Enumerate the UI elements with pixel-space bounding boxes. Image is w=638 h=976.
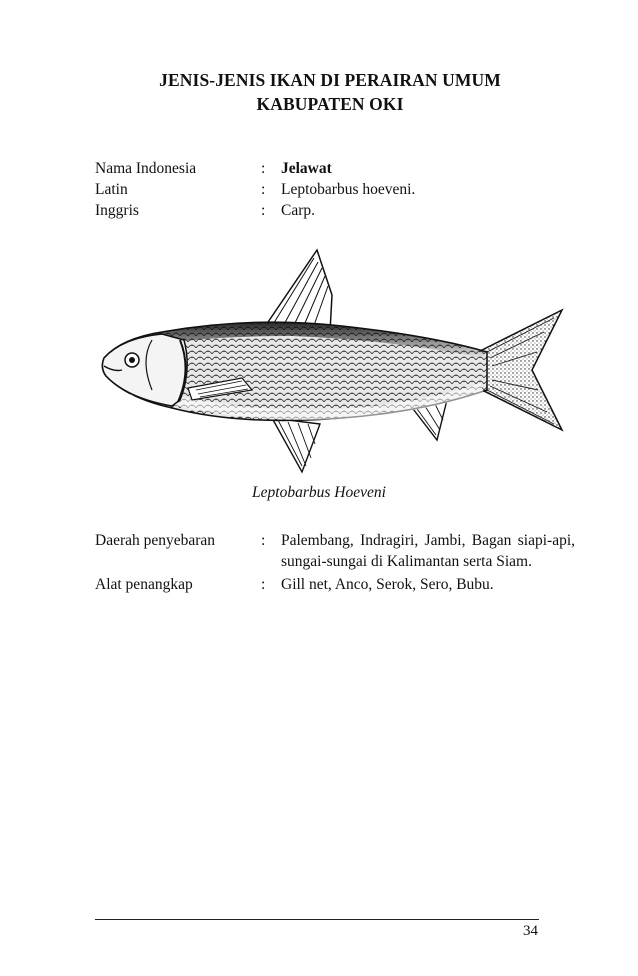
info-label: Nama Indonesia — [95, 160, 197, 177]
info-colon: : — [261, 202, 266, 219]
detail-value: Palembang, Indragiri, Jambi, Bagan siapi-api, sungai-sungai di Kalimantan serta Siam. — [281, 532, 575, 570]
fish-details-table — [95, 530, 575, 595]
detail-row-fishing-gear — [95, 574, 575, 595]
title-line-2: KABUPATEN OKI — [256, 94, 404, 114]
page-title — [95, 68, 565, 116]
pelvic-fin — [272, 418, 320, 472]
tail-fin — [482, 310, 562, 430]
detail-row-distribution — [95, 530, 575, 572]
figure-caption: Leptobarbus Hoeveni — [252, 484, 386, 501]
info-colon: : — [261, 181, 266, 198]
info-row-english-name — [95, 200, 575, 221]
detail-label: Daerah penyebaran — [95, 532, 216, 549]
footer-divider — [95, 919, 539, 920]
info-colon: : — [261, 160, 266, 177]
dorsal-fin — [264, 250, 332, 332]
fish-illustration — [92, 240, 577, 480]
info-value: Jelawat — [281, 160, 332, 177]
info-value: Leptobarbus hoeveni. — [281, 181, 416, 198]
detail-colon: : — [261, 532, 266, 549]
title-line-1: JENIS-JENIS IKAN DI PERAIRAN UMUM — [159, 70, 501, 90]
info-row-indonesian-name — [95, 158, 575, 179]
detail-label: Alat penangkap — [95, 576, 193, 593]
info-row-latin-name — [95, 179, 575, 200]
detail-colon: : — [261, 576, 266, 593]
info-label: Inggris — [95, 202, 139, 219]
detail-value: Gill net, Anco, Serok, Sero, Bubu. — [281, 576, 494, 593]
info-label: Latin — [95, 181, 128, 198]
info-value: Carp. — [281, 202, 316, 219]
page-number: 34 — [523, 923, 538, 939]
fish-name-table — [95, 158, 575, 221]
